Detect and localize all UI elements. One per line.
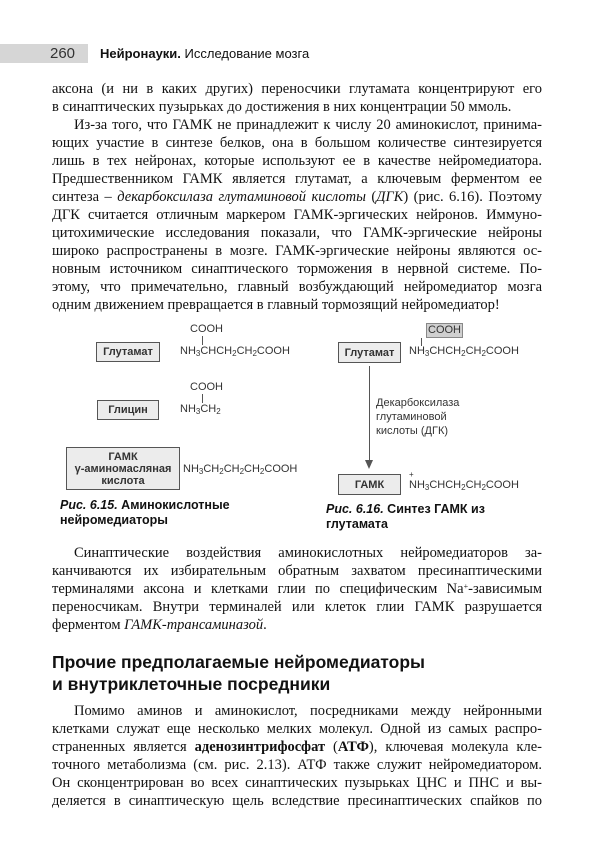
text: синтеза – (52, 189, 118, 205)
book-subtitle: Исследование мозга (184, 46, 310, 61)
term-gaba-t: ГАМК-трансаминазой (124, 617, 264, 633)
gaba-fullname: кислота (101, 474, 145, 487)
caption-number: Рис. 6.16. (326, 502, 384, 516)
glycine-formula: $NH_3CH_2$ (180, 403, 221, 416)
text-line: Из-за того, что ГАМК не принадлежит к числу 20 аминокислот, принима- (74, 117, 542, 133)
text-line: этому, что примечательно, главный возбуждающий нейромедиатор мозга (52, 279, 542, 295)
text-line: в синаптических пузырьках до достижения в них концентрации 50 ммоль. (52, 99, 512, 115)
enzyme-label: глутаминовой (376, 411, 447, 423)
text-line: одним движением превращается в главный тормозящий нейромедиатор! (52, 297, 500, 313)
gaba-box: ГАМК (338, 474, 401, 495)
caption-text: Синтез ГАМК из глутамата (326, 502, 485, 531)
caption-number: Рис. 6.15. (60, 498, 118, 512)
text: терминалями аксона и клетками глии по специфическим Na (52, 581, 464, 597)
text-line (52, 580, 542, 598)
text-line: точного метаболизма (см. рис. 2.13). АТФ также служит нейромедиатором. (52, 757, 542, 773)
page-number: 260 (50, 45, 76, 62)
reaction-arrow (369, 366, 370, 462)
text-line: широко распространены в мозге. ГАМК-эргические нейроны являются ос- (52, 243, 542, 259)
glutamate-formula: $NH_3CHCH_2CH_2COOH$ (180, 345, 290, 358)
superscript: + (463, 582, 469, 591)
text-line (52, 616, 542, 634)
gaba-formula: $NH_3CHCH_2CH_2COOH$ (409, 479, 519, 492)
text-line: переносчикам. Внутри терминалей или клеток глии ГАМК разрушается (52, 599, 542, 615)
text-line: Помимо аминов и аминокислот, посредниками между нейронными (74, 703, 542, 719)
text-line: новным источником синаптического торможения в нервной системе. По- (52, 261, 542, 277)
text: ( (365, 189, 377, 205)
text-line: Предшественником ГАМК является глутамат, а ключевым ферментом ее (52, 171, 542, 187)
figure-caption (326, 502, 526, 532)
text-line: аксона (и ни в каких других) переносчики глутамата концентрируют его (52, 81, 542, 97)
cooh-group: COOH (190, 381, 223, 393)
enzyme-label: Декарбоксилаза (376, 397, 460, 409)
glycine-box: Глицин (97, 400, 159, 420)
text-line: клетками служат еще несколько мелких молекул. Одной из самых распро- (52, 721, 542, 737)
text-line: ДГК считается отличным маркером ГАМК-эргических нейронов. Иммуно- (52, 207, 542, 223)
text-line (52, 738, 542, 756)
glutamate-formula: $NH_3CHCH_2CH_2COOH$ (409, 345, 519, 358)
text-line: канчиваются их избирательным обратным захватом пресинаптическими (52, 563, 542, 579)
text: ), ключевая молекула кле- (368, 739, 542, 755)
gaba-fullname: γ-аминомасляная (74, 462, 172, 475)
section-heading: и внутриклеточные посредники (52, 674, 331, 694)
text-line (52, 188, 542, 206)
book-title: Нейронауки. (100, 46, 181, 61)
text-line: цитохимические исследования показали, что ГАМК-эргические нейроны (52, 225, 542, 241)
running-header (100, 44, 309, 63)
text-line: ющих участие в синтезе белков, она в большом количестве синтезируется (52, 135, 542, 151)
bond-line (202, 394, 203, 403)
text: ) (рис. 6.16). Поэтому (403, 189, 542, 205)
arrow-head-icon (365, 460, 373, 469)
caption-text: Аминокислотные нейромедиаторы (60, 498, 230, 527)
charge-plus: + (409, 470, 414, 479)
text-line: деляется в синаптическую щель вследствие пресинаптических спайков по (52, 793, 542, 809)
text: страненных является (52, 739, 195, 755)
text-line: лишь в тех нейронах, которые используют ее в качестве нейромедиатора. (52, 153, 542, 169)
abbr-atp: АТФ (337, 739, 369, 755)
figure-caption (60, 498, 280, 528)
glutamate-box: Глутамат (338, 342, 401, 363)
enzyme-label: кислоты (ДГК) (376, 425, 449, 437)
gaba-label: ГАМК (108, 450, 138, 463)
text-line: Он сконцентрирован во всех синаптических пузырьках ЦНС и ПНС и вы- (52, 775, 542, 791)
text: . (263, 617, 267, 633)
text: ( (325, 739, 338, 755)
cooh-group-highlighted: COOH (428, 324, 461, 336)
text: -зависимым (468, 581, 542, 597)
bond-line (202, 336, 203, 345)
abbr-gad: ДГК (376, 189, 404, 205)
cooh-group: COOH (190, 323, 223, 335)
section-heading: Прочие предполагаемые нейромедиаторы (52, 652, 425, 672)
gaba-formula: $NH_3CH_2CH_2CH_2COOH$ (183, 463, 298, 476)
glutamate-box: Глутамат (96, 342, 160, 362)
term-atp: аденозинтрифосфат (194, 739, 326, 755)
text-line: Синаптические воздействия аминокислотных нейромедиаторов за- (74, 545, 542, 561)
gaba-box (66, 447, 180, 490)
text: ферментом (52, 617, 125, 633)
term-gad: декарбоксилаза глутаминовой кислоты (117, 189, 366, 205)
